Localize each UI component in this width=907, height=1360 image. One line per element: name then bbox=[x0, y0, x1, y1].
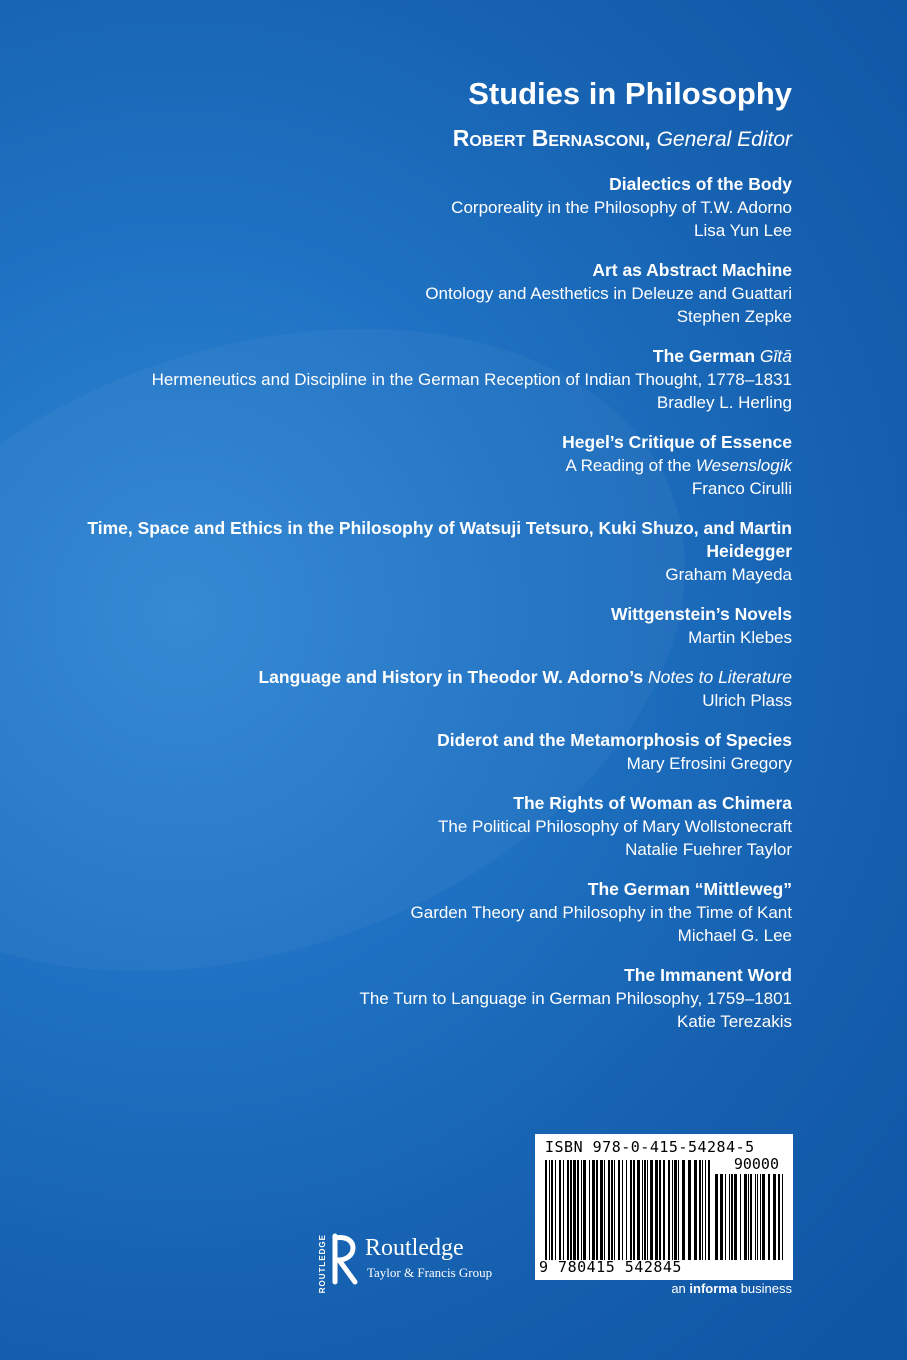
book-author: Stephen Zepke bbox=[676, 307, 792, 326]
book-title: Wittgenstein’s Novels bbox=[610, 604, 792, 624]
book-title: The Immanent Word bbox=[624, 965, 792, 985]
barcode-bar bbox=[720, 1174, 723, 1260]
barcode-bar bbox=[559, 1160, 561, 1260]
editor-name: Robert Bernasconi, bbox=[452, 125, 651, 151]
publisher-name: Routledge bbox=[365, 1235, 464, 1261]
series-column bbox=[72, 72, 792, 1050]
barcode-bar bbox=[655, 1160, 658, 1260]
isbn-barcode bbox=[535, 1134, 793, 1280]
barcode-bar bbox=[630, 1160, 632, 1260]
barcode-bar bbox=[545, 1160, 547, 1260]
barcode-bar bbox=[748, 1174, 749, 1260]
price-code: 90000 bbox=[733, 1155, 779, 1173]
barcode-bar bbox=[592, 1160, 595, 1260]
book-entry bbox=[72, 792, 792, 861]
barcode-bar bbox=[611, 1160, 613, 1260]
barcode-bar bbox=[694, 1160, 697, 1260]
isbn-text: ISBN 978-0-415-54284-5 bbox=[545, 1138, 755, 1156]
informa-brand: informa bbox=[689, 1281, 738, 1296]
routledge-r-icon bbox=[331, 1232, 359, 1286]
book-title: Hegel’s Critique of Essence bbox=[562, 432, 792, 452]
barcode-bar bbox=[604, 1160, 605, 1260]
book-author: Michael G. Lee bbox=[677, 926, 792, 945]
book-author: Katie Terezakis bbox=[677, 1012, 792, 1031]
publisher-logo bbox=[318, 1232, 528, 1294]
publisher-vertical-text: ROUTLEDGE bbox=[318, 1234, 327, 1294]
barcode-bar bbox=[688, 1160, 691, 1260]
barcode-bar bbox=[633, 1160, 635, 1260]
series-title: Studies in Philosophy bbox=[468, 76, 792, 111]
barcode-bar bbox=[699, 1160, 701, 1260]
book-title: Art as Abstract Machine bbox=[592, 260, 792, 280]
book-title: Language and History in Theodor W. Adorno’s Notes to Literature bbox=[258, 667, 792, 687]
publisher-group: Taylor & Francis Group bbox=[367, 1265, 493, 1280]
barcode-bar bbox=[650, 1160, 653, 1260]
book-subtitle: Ontology and Aesthetics in Deleuze and Guattari bbox=[425, 284, 792, 303]
series-editor bbox=[72, 124, 792, 154]
barcode-bar bbox=[659, 1160, 661, 1260]
book-title: Diderot and the Metamorphosis of Species bbox=[437, 730, 792, 750]
barcode-bar bbox=[626, 1160, 627, 1260]
barcode-bar bbox=[773, 1174, 776, 1260]
book-author: Mary Efrosini Gregory bbox=[626, 754, 792, 773]
book-entry bbox=[72, 431, 792, 500]
book-author: Graham Mayeda bbox=[665, 565, 792, 584]
barcode-bar bbox=[663, 1160, 665, 1260]
barcode-bar bbox=[608, 1160, 610, 1260]
book-title: The German Gītā bbox=[652, 346, 792, 366]
book-author: Ulrich Plass bbox=[702, 691, 792, 710]
book-list bbox=[72, 173, 792, 1033]
book-title: The German “Mittleweg” bbox=[587, 879, 792, 899]
barcode-bar bbox=[682, 1160, 685, 1260]
barcode-bar bbox=[618, 1160, 620, 1260]
barcode-bar bbox=[755, 1174, 756, 1260]
barcode-bar bbox=[760, 1174, 761, 1260]
book-subtitle: The Political Philosophy of Mary Wollstonecraft bbox=[437, 817, 792, 836]
barcode-bar bbox=[637, 1160, 640, 1260]
barcode-bar bbox=[729, 1174, 730, 1260]
editor-role: General Editor bbox=[656, 128, 792, 151]
barcode-bar bbox=[549, 1160, 550, 1260]
barcode-bar bbox=[708, 1160, 710, 1260]
ean-digits: 9 780415 542845 bbox=[539, 1258, 682, 1276]
barcode-bars bbox=[545, 1160, 710, 1260]
book-subtitle: The Turn to Language in German Philosophy, 1759–1801 bbox=[359, 989, 792, 1008]
barcode-bar bbox=[778, 1174, 780, 1260]
barcode-bar bbox=[551, 1160, 553, 1260]
book-subtitle: A Reading of the Wesenslogik bbox=[565, 456, 792, 475]
book-entry bbox=[72, 259, 792, 328]
barcode-bar bbox=[570, 1160, 572, 1260]
book-title: Dialectics of the Body bbox=[609, 174, 792, 194]
barcode-bar bbox=[647, 1160, 648, 1260]
barcode-bar bbox=[596, 1160, 598, 1260]
book-entry bbox=[72, 964, 792, 1033]
barcode-bar bbox=[705, 1160, 706, 1260]
barcode-bar bbox=[744, 1174, 747, 1260]
barcode-bar bbox=[644, 1160, 646, 1260]
book-subtitle: Garden Theory and Philosophy in the Time of Kant bbox=[410, 903, 792, 922]
barcode-bar bbox=[702, 1160, 703, 1260]
book-entry bbox=[72, 729, 792, 775]
book-entry bbox=[72, 173, 792, 242]
barcode-bar bbox=[715, 1174, 718, 1260]
book-subtitle: Corporeality in the Philosophy of T.W. Adorno bbox=[451, 198, 792, 217]
book-entry bbox=[72, 517, 792, 586]
book-author: Lisa Yun Lee bbox=[694, 221, 792, 240]
barcode-bar bbox=[622, 1160, 623, 1260]
barcode-bar bbox=[734, 1174, 737, 1260]
barcode-bar bbox=[782, 1174, 783, 1260]
barcode-bar bbox=[725, 1174, 726, 1260]
book-title: The Rights of Woman as Chimera bbox=[513, 793, 792, 813]
barcode-bar bbox=[583, 1160, 586, 1260]
book-author: Martin Klebes bbox=[688, 628, 792, 647]
barcode-bar bbox=[674, 1160, 677, 1260]
barcode-bar bbox=[589, 1160, 590, 1260]
book-author: Bradley L. Herling bbox=[656, 393, 792, 412]
barcode-bar bbox=[750, 1174, 752, 1260]
barcode-bar bbox=[731, 1174, 733, 1260]
barcode-bar bbox=[672, 1160, 673, 1260]
barcode-bar bbox=[563, 1160, 564, 1260]
book-entry bbox=[72, 878, 792, 947]
barcode-bar bbox=[757, 1174, 758, 1260]
barcode-bar bbox=[555, 1160, 556, 1260]
barcode-bar bbox=[642, 1160, 643, 1260]
book-subtitle: Hermeneutics and Discipline in the German Reception of Indian Thought, 1778–1831 bbox=[151, 370, 792, 389]
book-author: Franco Cirulli bbox=[691, 479, 792, 498]
barcode-bar bbox=[573, 1160, 576, 1260]
barcode-bar bbox=[740, 1174, 741, 1260]
barcode-bar bbox=[577, 1160, 579, 1260]
barcode-bar bbox=[668, 1160, 670, 1260]
price-barcode-bars bbox=[715, 1174, 783, 1260]
book-title: Time, Space and Ethics in the Philosophy of Watsuji Tetsuro, Kuki Shuzo, and Martin Heidegger bbox=[87, 518, 792, 561]
barcode-bar bbox=[678, 1160, 679, 1260]
book-entry bbox=[72, 345, 792, 414]
barcode-bar bbox=[614, 1160, 615, 1260]
barcode-bar bbox=[768, 1174, 770, 1260]
book-author: Natalie Fuehrer Taylor bbox=[625, 840, 792, 859]
book-entry bbox=[72, 666, 792, 712]
barcode-bar bbox=[581, 1160, 582, 1260]
informa-business: an informa business bbox=[671, 1281, 792, 1296]
barcode-bar bbox=[762, 1174, 765, 1260]
barcode-bar bbox=[600, 1160, 603, 1260]
book-entry bbox=[72, 603, 792, 649]
barcode-bar bbox=[567, 1160, 569, 1260]
